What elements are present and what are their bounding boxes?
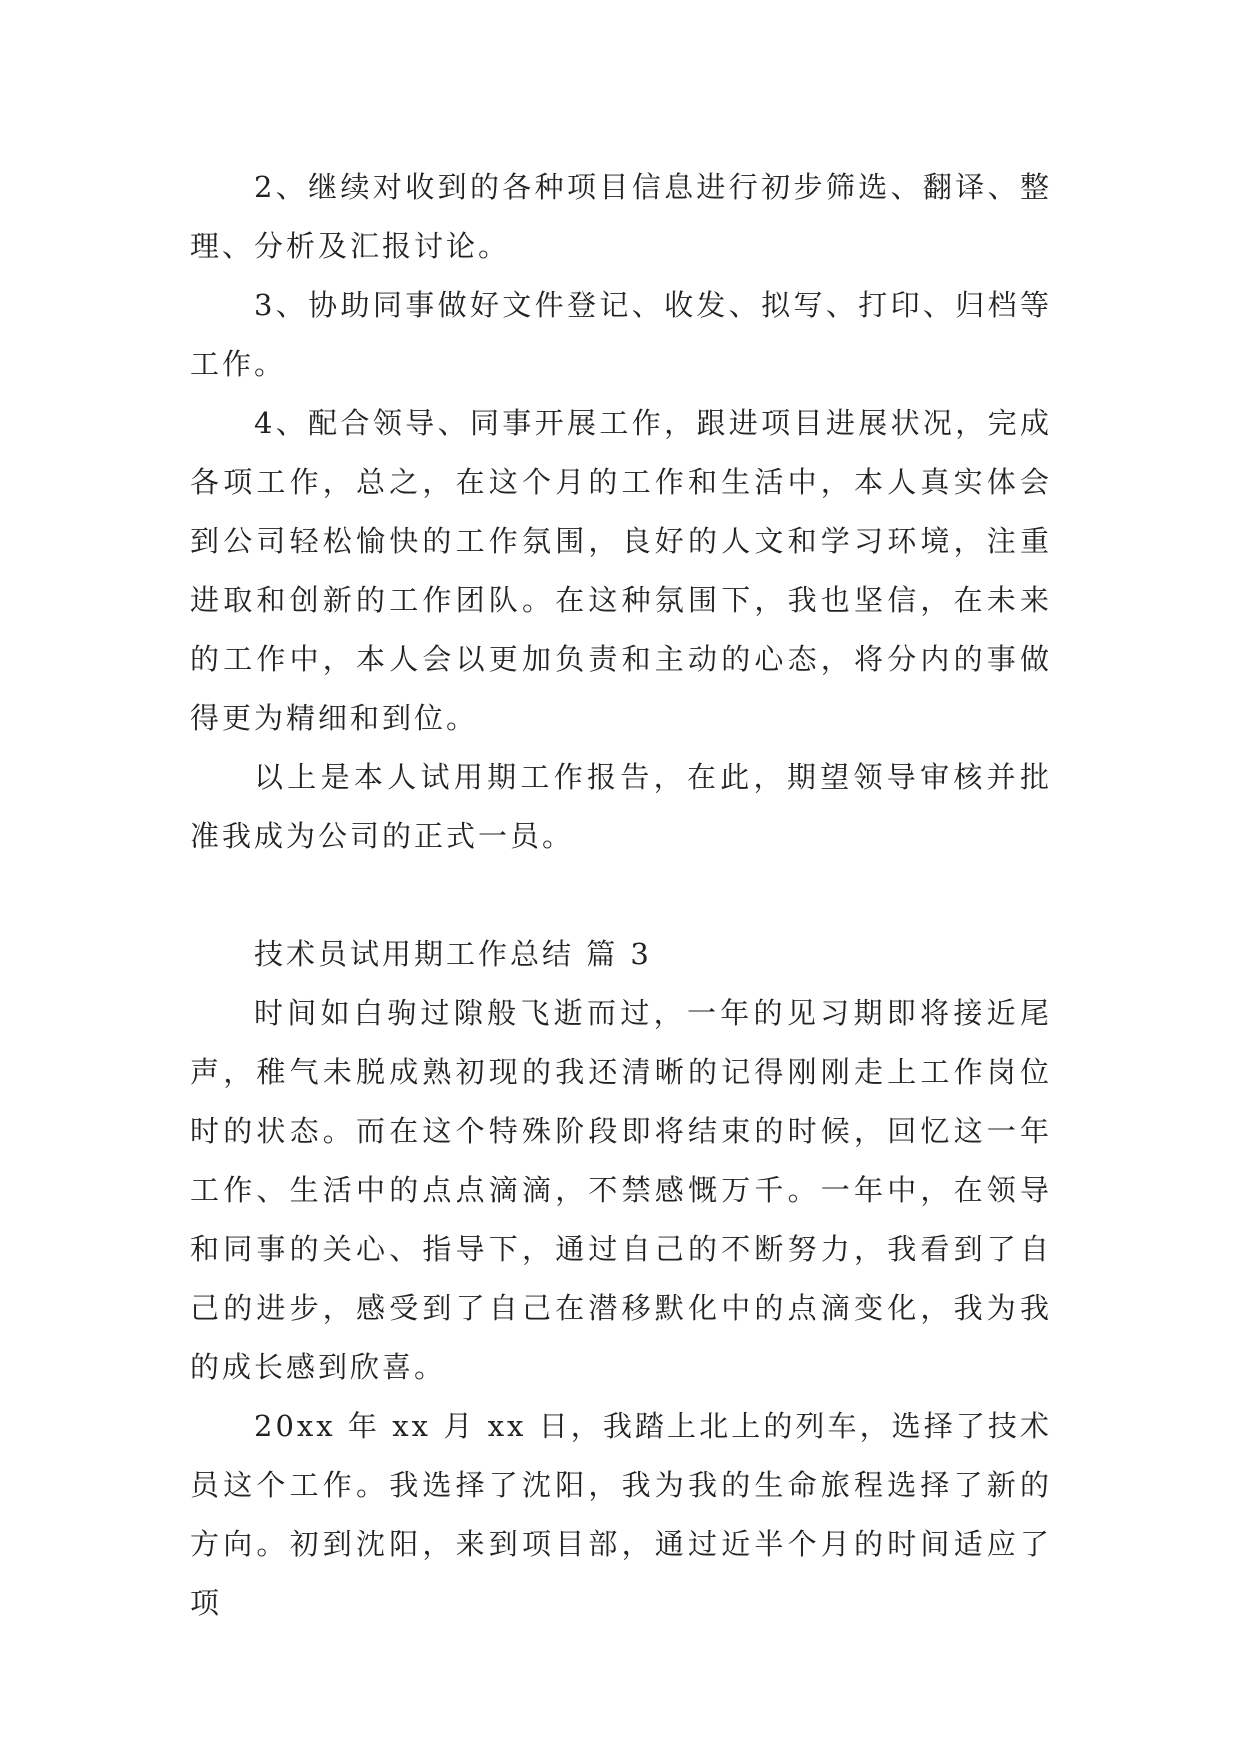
paragraph-journey: 20xx 年 xx 月 xx 日，我踏上北上的列车，选择了技术员这个工作。我选择了沈阳，我为我的生命旅程选择了新的方向。初到沈阳，来到项目部，通过近半个月的时间适应了项 xyxy=(190,1409,1052,1620)
paragraph-item-2: 2、继续对收到的各种项目信息进行初步筛选、翻译、整理、分析及汇报讨论。 xyxy=(190,170,1052,263)
paragraph-closing: 以上是本人试用期工作报告，在此，期望领导审核并批准我成为公司的正式一员。 xyxy=(190,760,1052,853)
paragraph-item-3: 3、协助同事做好文件登记、收发、拟写、打印、归档等工作。 xyxy=(190,288,1052,381)
section-heading: 技术员试用期工作总结 篇 3 xyxy=(254,937,652,971)
document-body xyxy=(190,158,1052,1633)
paragraph-intro: 时间如白驹过隙般飞逝而过，一年的见习期即将接近尾声，稚气未脱成熟初现的我还清晰的记得刚刚走上工作岗位时的状态。而在这个特殊阶段即将结束的时候，回忆这一年工作、生活中的点点滴滴，不禁感慨万千。一年中，在领导和同事的关心、指导下，通过自己的不断努力，我看到了自己的进步，感受到了自己在潜移默化中的点滴变化，我为我的成长感到欣喜。 xyxy=(190,996,1052,1384)
paragraph-item-4: 4、配合领导、同事开展工作，跟进项目进展状况，完成各项工作，总之，在这个月的工作和生活中，本人真实体会到公司轻松愉快的工作氛围，良好的人文和学习环境，注重进取和创新的工作团队。在这种氛围下，我也坚信，在未来的工作中，本人会以更加负责和主动的心态，将分内的事做得更为精细和到位。 xyxy=(190,406,1052,735)
